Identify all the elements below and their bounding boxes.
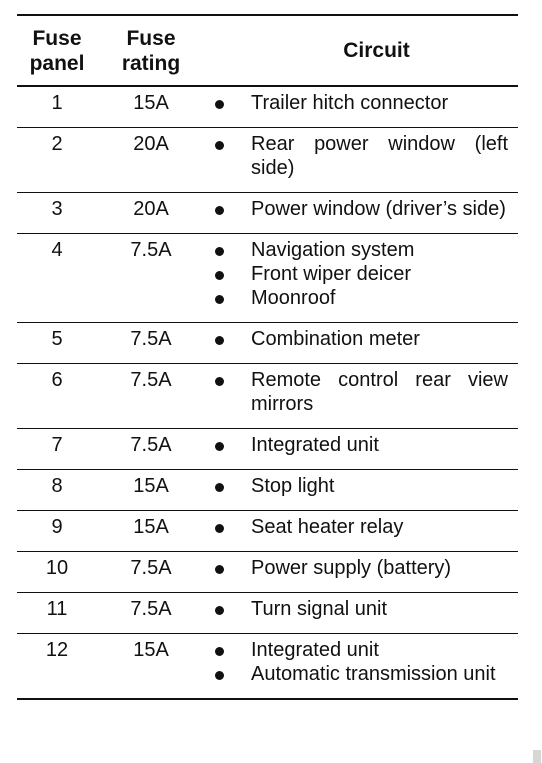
fuse-rating-cell: 7.5A — [97, 234, 205, 323]
circuit-label: Integrated unit — [251, 434, 379, 456]
bullet-icon — [205, 515, 251, 533]
circuit-list-item — [205, 662, 508, 686]
bullet-icon — [205, 368, 251, 386]
fuse-rating-cell: 7.5A — [97, 364, 205, 429]
table-row — [17, 234, 518, 323]
circuit-list-item — [205, 433, 508, 457]
header-fuse-panel-line2: panel — [29, 51, 85, 75]
circuit-label: Combination meter — [251, 328, 420, 350]
table-row — [17, 364, 518, 429]
circuit-list-item — [205, 238, 508, 262]
header-fuse-rating-line2: rating — [121, 51, 181, 75]
circuit-list-item — [205, 286, 508, 310]
table-row — [17, 634, 518, 700]
fuse-rating-cell: 20A — [97, 128, 205, 193]
circuit-list-item — [205, 197, 508, 221]
fuse-rating-cell: 7.5A — [97, 552, 205, 593]
fuse-panel-cell: 2 — [17, 128, 97, 193]
bullet-icon — [205, 662, 251, 680]
fuse-panel-cell: 9 — [17, 511, 97, 552]
circuit-label: Rear power window (left side) — [251, 133, 508, 179]
bullet-icon — [205, 556, 251, 574]
circuit-cell — [205, 634, 518, 700]
header-fuse-panel-line1: Fuse — [32, 26, 82, 50]
page-edge-mark — [533, 750, 541, 763]
bullet-icon — [205, 327, 251, 345]
table-row — [17, 470, 518, 511]
circuit-cell — [205, 86, 518, 128]
circuit-cell — [205, 429, 518, 470]
fuse-panel-cell: 12 — [17, 634, 97, 700]
table-row — [17, 552, 518, 593]
bullet-icon — [205, 262, 251, 280]
bullet-icon — [205, 638, 251, 656]
fuse-rating-cell: 7.5A — [97, 429, 205, 470]
circuit-cell — [205, 511, 518, 552]
fuse-rating-cell: 7.5A — [97, 323, 205, 364]
circuit-label: Power supply (battery) — [251, 557, 452, 579]
table-row — [17, 86, 518, 128]
circuit-label: Navigation system — [251, 239, 415, 261]
fuse-rating-cell: 15A — [97, 634, 205, 700]
circuit-cell — [205, 593, 518, 634]
circuit-label: Power window (driver’s side) — [251, 198, 506, 220]
fuse-panel-cell: 7 — [17, 429, 97, 470]
circuit-list-item — [205, 556, 508, 580]
circuit-list-item — [205, 327, 508, 351]
bullet-icon — [205, 197, 251, 215]
bullet-icon — [205, 238, 251, 256]
fuse-rating-cell: 15A — [97, 511, 205, 552]
circuit-cell — [205, 470, 518, 511]
fuse-table — [17, 14, 518, 700]
circuit-list-item — [205, 474, 508, 498]
circuit-label: Stop light — [251, 475, 335, 497]
circuit-cell — [205, 323, 518, 364]
header-circuit: Circuit — [205, 15, 518, 86]
circuit-label: Automatic transmission unit — [251, 663, 496, 685]
table-row — [17, 429, 518, 470]
table-row — [17, 128, 518, 193]
circuit-list-item — [205, 638, 508, 662]
fuse-rating-cell: 7.5A — [97, 593, 205, 634]
bullet-icon — [205, 474, 251, 492]
circuit-cell — [205, 364, 518, 429]
fuse-rating-cell: 15A — [97, 470, 205, 511]
bullet-icon — [205, 91, 251, 109]
fuse-panel-cell: 1 — [17, 86, 97, 128]
header-fuse-rating-line1: Fuse — [126, 26, 176, 50]
header-fuse-panel — [17, 15, 97, 86]
fuse-panel-cell: 3 — [17, 193, 97, 234]
circuit-cell — [205, 234, 518, 323]
circuit-label: Integrated unit — [251, 639, 379, 661]
circuit-label: Trailer hitch connector — [251, 92, 449, 114]
fuse-panel-cell: 10 — [17, 552, 97, 593]
circuit-cell — [205, 552, 518, 593]
bullet-icon — [205, 286, 251, 304]
circuit-label: Turn signal unit — [251, 598, 387, 620]
bullet-icon — [205, 132, 251, 150]
circuit-label: Moonroof — [251, 287, 336, 309]
circuit-list-item — [205, 91, 508, 115]
circuit-label: Remote control rear view mirrors — [251, 369, 508, 415]
table-header — [17, 15, 518, 86]
table-row — [17, 193, 518, 234]
table-row — [17, 593, 518, 634]
table-row — [17, 511, 518, 552]
table-body — [17, 86, 518, 699]
circuit-list-item — [205, 132, 508, 180]
header-fuse-rating — [97, 15, 205, 86]
bullet-icon — [205, 433, 251, 451]
bullet-icon — [205, 597, 251, 615]
circuit-list-item — [205, 262, 508, 286]
circuit-list-item — [205, 597, 508, 621]
circuit-cell — [205, 128, 518, 193]
circuit-list-item — [205, 368, 508, 416]
fuse-panel-cell: 11 — [17, 593, 97, 634]
circuit-label: Front wiper deicer — [251, 263, 412, 285]
table-row — [17, 323, 518, 364]
fuse-rating-cell: 20A — [97, 193, 205, 234]
circuit-list-item — [205, 515, 508, 539]
fuse-panel-cell: 4 — [17, 234, 97, 323]
fuse-panel-cell: 5 — [17, 323, 97, 364]
circuit-cell — [205, 193, 518, 234]
circuit-label: Seat heater relay — [251, 516, 404, 538]
header-row — [17, 15, 518, 86]
fuse-panel-cell: 8 — [17, 470, 97, 511]
fuse-panel-cell: 6 — [17, 364, 97, 429]
fuse-rating-cell: 15A — [97, 86, 205, 128]
